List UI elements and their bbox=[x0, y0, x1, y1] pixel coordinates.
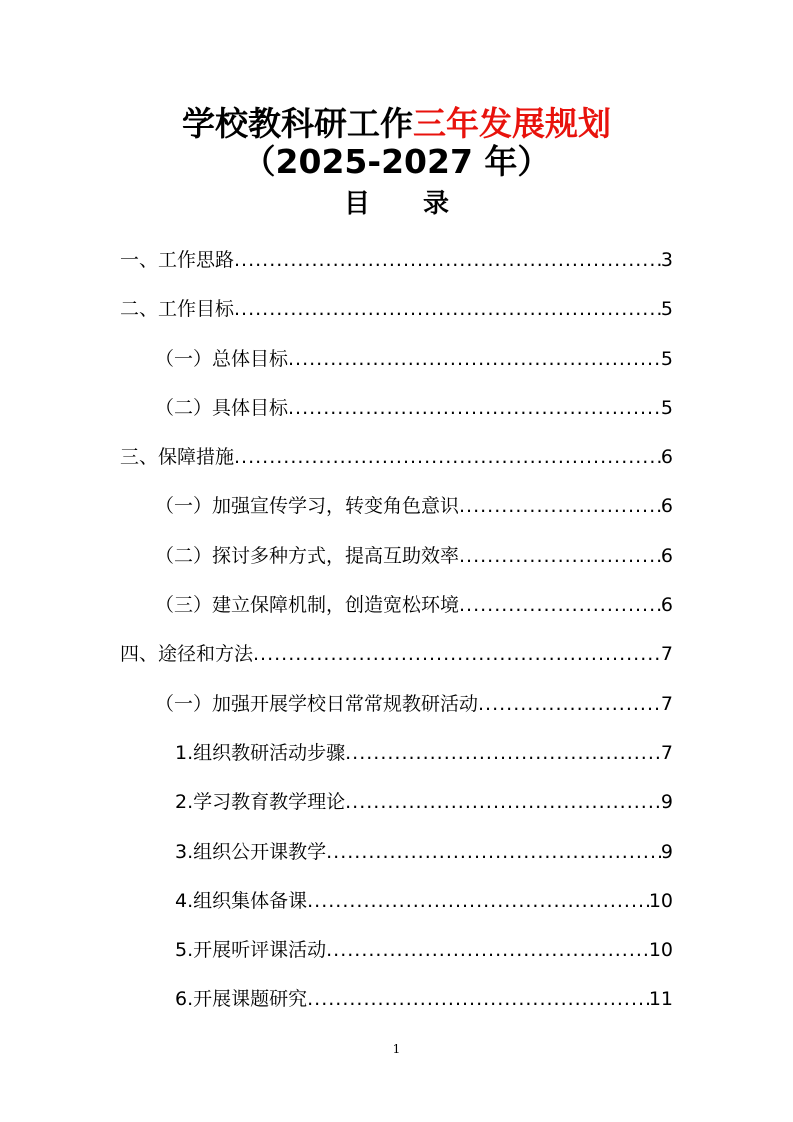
toc-entry-page: 11 bbox=[648, 988, 673, 1011]
toc-dot-leader bbox=[326, 932, 649, 968]
toc-entry-label: （一）加强开展学校日常常规教研活动 bbox=[155, 692, 479, 715]
toc-entry[interactable] bbox=[120, 784, 673, 833]
toc-dot-leader bbox=[459, 587, 661, 623]
toc-entry-label: （二）具体目标 bbox=[155, 396, 289, 419]
toc-entry[interactable] bbox=[120, 291, 673, 340]
toc-entry-label: 5.开展听评课活动 bbox=[175, 939, 327, 962]
toc-entry[interactable] bbox=[120, 735, 673, 784]
toc-entry-page: 3 bbox=[660, 249, 673, 271]
toc-entry-page: 6 bbox=[660, 544, 673, 567]
toc-dot-leader bbox=[307, 883, 649, 919]
toc-dot-leader bbox=[326, 834, 661, 870]
toc-entry-label: （三）建立保障机制，创造宽松环境 bbox=[155, 594, 460, 617]
toc-entry[interactable] bbox=[120, 636, 673, 685]
toc-entry[interactable] bbox=[120, 390, 673, 439]
toc-dot-leader bbox=[253, 636, 661, 672]
toc-entry-page: 9 bbox=[660, 791, 673, 814]
toc-dot-leader bbox=[345, 735, 661, 771]
toc-entry[interactable] bbox=[120, 341, 673, 390]
toc-entry[interactable] bbox=[120, 488, 673, 537]
toc-entry-page: 6 bbox=[660, 495, 673, 518]
toc-entry-label: 3.组织公开课教学 bbox=[175, 840, 327, 863]
toc-entry[interactable] bbox=[120, 834, 673, 883]
toc-entry-label: （一）加强宣传学习，转变角色意识 bbox=[155, 495, 460, 518]
toc-entry[interactable] bbox=[120, 439, 673, 488]
toc-entry-label: 一、工作思路 bbox=[120, 249, 235, 271]
toc-entry-page: 10 bbox=[648, 889, 673, 912]
toc-entry[interactable] bbox=[120, 538, 673, 587]
toc-entry-page: 7 bbox=[660, 741, 673, 764]
toc-dot-leader bbox=[234, 439, 661, 475]
toc-entry-label: 1.组织教研活动步骤 bbox=[175, 741, 346, 764]
title-red-part: 三年发展规划 bbox=[413, 104, 611, 143]
toc-entry[interactable] bbox=[120, 981, 673, 1030]
toc-entry-label: 6.开展课题研究 bbox=[175, 988, 308, 1011]
toc-entry-label: 2.学习教育教学理论 bbox=[175, 791, 346, 814]
toc-entry[interactable] bbox=[120, 883, 673, 932]
toc-dot-leader bbox=[234, 242, 661, 278]
toc-dot-leader bbox=[459, 488, 661, 524]
toc-dot-leader bbox=[478, 686, 661, 722]
toc-entry-label: 四、途径和方法 bbox=[120, 643, 254, 666]
toc-entry-page: 6 bbox=[660, 594, 673, 617]
toc-entry[interactable] bbox=[120, 932, 673, 981]
title-black-part: 学校教科研工作 bbox=[182, 104, 413, 143]
toc-entry-label: 4.组织集体备课 bbox=[175, 889, 308, 912]
toc-entry-label: （一）总体目标 bbox=[155, 347, 289, 370]
toc-heading: 目 录 bbox=[343, 189, 472, 219]
toc-dot-leader bbox=[234, 291, 661, 327]
toc-entry-label: 三、保障措施 bbox=[120, 446, 235, 469]
toc-entry-label: 二、工作目标 bbox=[120, 298, 235, 321]
toc-entry-page: 9 bbox=[660, 840, 673, 863]
toc-entry-page: 10 bbox=[648, 939, 673, 962]
toc-entry[interactable] bbox=[120, 242, 673, 291]
toc-entry-page: 6 bbox=[660, 446, 673, 469]
toc-dot-leader bbox=[345, 784, 661, 820]
page-number: 1 bbox=[392, 1042, 401, 1056]
toc-entry-page: 7 bbox=[660, 643, 673, 666]
toc-entry-page: 7 bbox=[660, 692, 673, 715]
table-of-contents bbox=[120, 242, 673, 1031]
document-subtitle-years: （2025-2027 年） bbox=[242, 142, 551, 181]
toc-entry-page: 5 bbox=[660, 396, 673, 419]
toc-dot-leader bbox=[307, 981, 649, 1017]
toc-dot-leader bbox=[288, 390, 661, 426]
toc-entry-label: （二）探讨多种方式，提高互助效率 bbox=[155, 544, 460, 567]
toc-entry-page: 5 bbox=[660, 347, 673, 370]
toc-entry[interactable] bbox=[120, 587, 673, 636]
toc-dot-leader bbox=[459, 538, 661, 574]
toc-entry-page: 5 bbox=[660, 298, 673, 321]
toc-dot-leader bbox=[288, 341, 661, 377]
toc-entry[interactable] bbox=[120, 686, 673, 735]
